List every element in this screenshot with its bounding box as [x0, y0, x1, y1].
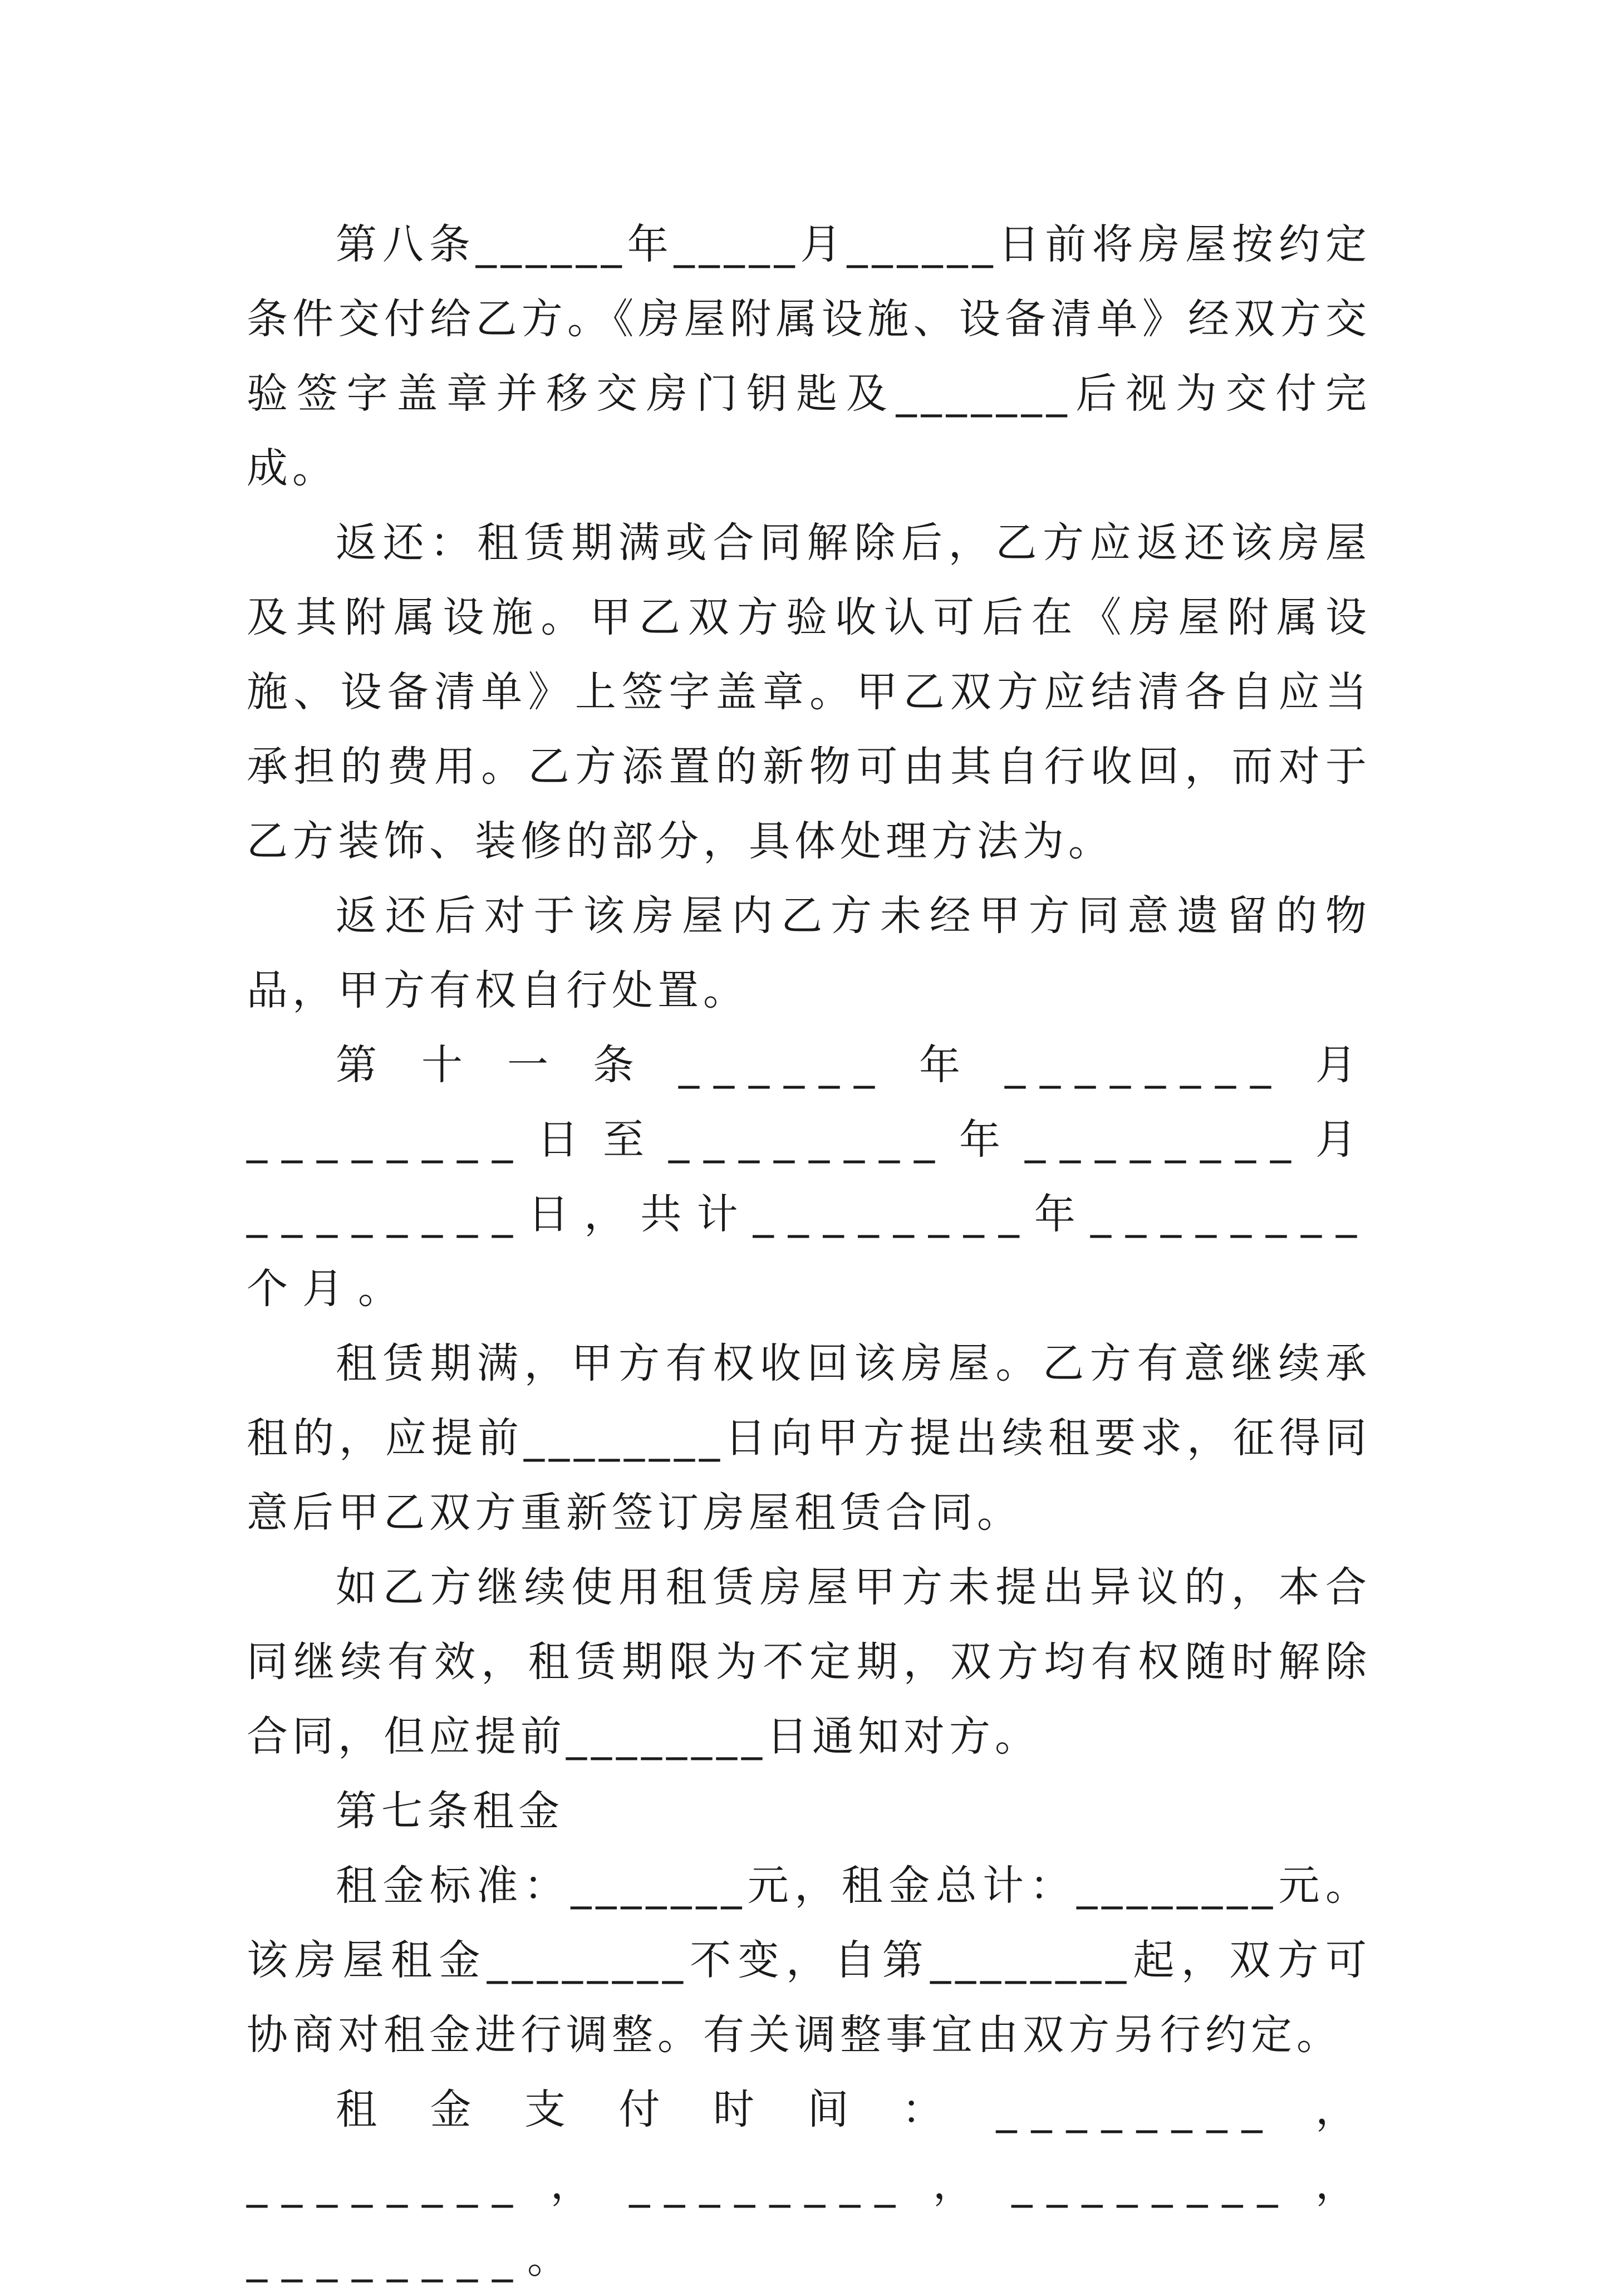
clause-eleven-term: 第十一条______年________月________日至________年________月________日，共计________年________个月。 — [247, 1041, 1371, 1313]
rent-payment-time: 租金支付时间：________，________，________，________，________。 — [247, 2086, 1371, 2283]
clause-eight-delivery: 第八条______年_____月______日前将房屋按约定条件交付给乙方。《房屋附属设施、设备清单》经双方交验签字盖章并移交房门钥匙及_______后视为交付完成。 — [247, 220, 1371, 492]
left-items-clause: 返还后对于该房屋内乙方未经甲方同意遗留的物品，甲方有权自行处置。 — [247, 892, 1371, 1014]
document-body — [247, 207, 1371, 2296]
return-clause: 返还：租赁期满或合同解除后，乙方应返还该房屋及其附属设施。甲乙双方验收认可后在《房屋附属设施、设备清单》上签字盖章。甲乙双方应结清各自应当承担的费用。乙方添置的新物可由其自行收回，而对于乙方装饰、装修的部分，具体处理方法为。 — [247, 519, 1371, 865]
renewal-clause: 租赁期满，甲方有权收回该房屋。乙方有意继续承租的，应提前________日向甲方提出续租要求，征得同意后甲乙双方重新签订房屋租赁合同。 — [247, 1340, 1371, 1537]
rent-standard-clause: 租金标准：_______元，租金总计：________元。该房屋租金________不变，自第________起，双方可协商对租金进行调整。有关调整事宜由双方另行约定。 — [247, 1862, 1371, 2059]
indefinite-term-clause: 如乙方继续使用租赁房屋甲方未提出异议的，本合同继续有效，租赁期限为不定期，双方均有权随时解除合同，但应提前________日通知对方。 — [247, 1563, 1371, 1760]
clause-seven-heading: 第七条租金 — [336, 1787, 564, 1835]
